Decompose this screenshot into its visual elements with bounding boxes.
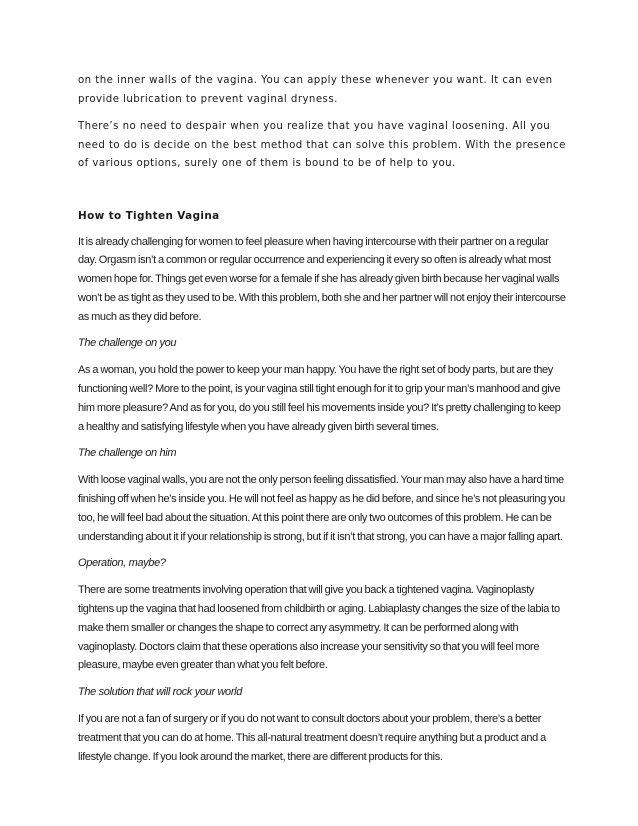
section-heading: How to Tighten Vagina [78, 209, 220, 222]
intro-paragraph-1: on the inner walls of the vagina. You can apply these whenever you want. It can even provide lubrication to prevent vaginal dryness. [78, 75, 553, 105]
document-page [78, 72, 566, 774]
subheading-solution: The solution that will rock your world [78, 686, 242, 699]
subheading-challenge-on-him: The challenge on him [78, 447, 177, 460]
subheading-challenge-on-you: The challenge on you [78, 337, 177, 350]
intro-section [78, 72, 566, 174]
body-paragraph-3: With loose vaginal walls, you are not the only person feeling dissatisfied. Your man may also have a hard time finishing off when he’s inside you. He will not feel as happy as he did before, and since he’s not pleasuring you too, he will feel bad about the situation. At this point there are only two outcomes of this problem. He can be understanding about it if your relationship is strong, but if it isn’t that strong, you can have a major falling apart. [78, 474, 565, 543]
body-paragraph-2: As a woman, you hold the power to keep your man happy. You have the right set of body parts, but are they functioning well? More to the point, is your vagina still tight enough for it to grip your man’s manhood and give him more pleasure? And as for you, do you still feel his movements inside you? It’s pretty challenging to keep a healthy and satisfying lifestyle when you have already given birth several times. [78, 364, 561, 433]
body-paragraph-5: If you are not a fan of surgery or if you do not want to consult doctors about your problem, there’s a better treatment that you can do at home. This all-natural treatment doesn’t require anything but a product and a lifestyle change. If you look around the market, there are different products for this. [78, 713, 546, 763]
body-paragraph-4: There are some treatments involving operation that will give you back a tightened vagina. Vaginoplasty tightens up the vagina that had loosened from childbirth or aging. Labiaplasty changes the size of the labia to make them smaller or changes the shape to correct any asymmetry. It can be performed along with vaginoplasty. Doctors claim that these operations also increase your sensitivity so that you will feel more pleasure, maybe even greater than what you felt before. [78, 584, 560, 672]
body-paragraph-1: It is already challenging for women to feel pleasure when having intercourse with their partner on a regular day. Orgasm isn’t a common or regular occurrence and experiencing it every so often is already what most women hope for. Things get even worse for a female if she has already given birth because her vaginal walls won’t be as tight as they used to be. With this problem, both she and her partner will not enjoy their intercourse as much as they did before. [78, 235, 566, 323]
intro-paragraph-2: There’s no need to despair when you realize that you have vaginal loosening. All you need to do is decide on the best method that can solve this problem. With the presence of various options, surely one of them is bound to be of help to you. [78, 121, 566, 169]
subheading-operation: Operation, maybe? [78, 557, 166, 570]
